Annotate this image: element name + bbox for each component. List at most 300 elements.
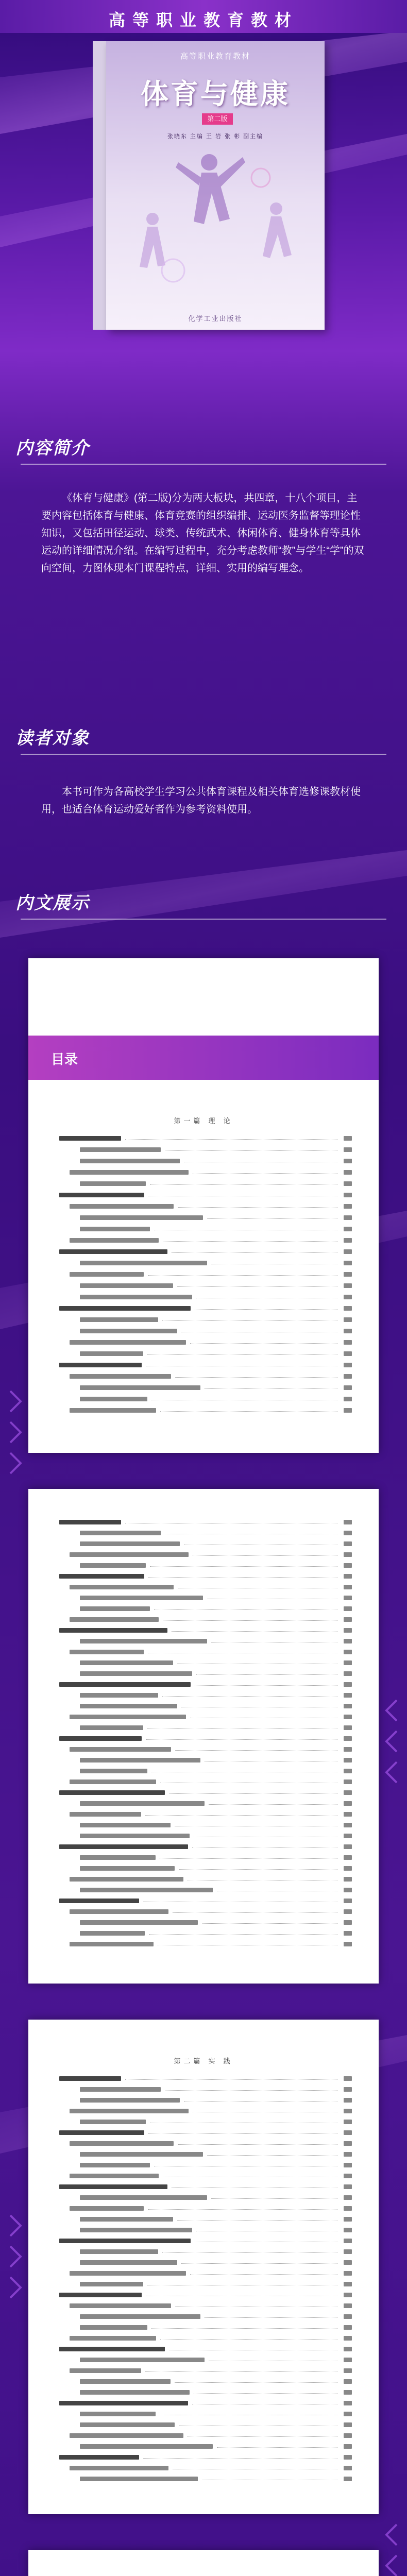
toc-leader xyxy=(162,1696,337,1697)
toc-page-number xyxy=(344,1834,352,1838)
toc-leader xyxy=(178,1207,337,1208)
toc-entry-text xyxy=(80,1261,207,1265)
toc-entry-text xyxy=(80,2314,200,2319)
cover-edition: 第二版 xyxy=(202,113,233,125)
toc-page-number xyxy=(344,1725,352,1730)
toc-leader xyxy=(148,1196,337,1197)
toc-leader xyxy=(150,1184,337,1185)
toc-leader xyxy=(162,1320,337,1321)
toc-page-number xyxy=(344,2098,352,2103)
toc-entry-text xyxy=(59,1520,121,1524)
toc-leader xyxy=(192,1848,337,1849)
toc-entry-text xyxy=(70,1617,159,1622)
toc-page-number xyxy=(344,1931,352,1936)
toc-page-number xyxy=(344,2184,352,2189)
toc-entry-text xyxy=(59,1363,142,1367)
toc-entry-text xyxy=(59,2239,191,2243)
toc-leader xyxy=(196,1674,337,1675)
toc-entry-text xyxy=(80,2249,158,2254)
toc-leader xyxy=(151,1772,337,1773)
toc-page-number xyxy=(344,1660,352,1665)
toc-entry-text xyxy=(59,1628,167,1633)
toc-entry-text xyxy=(80,2228,192,2232)
toc-leader xyxy=(147,1728,337,1730)
toc-page-number xyxy=(344,1715,352,1719)
toc-page-number xyxy=(344,2239,352,2243)
toc-page-number xyxy=(344,2314,352,2319)
cover-publisher: 化学工业出版社 xyxy=(188,315,243,323)
toc-page-number xyxy=(344,1617,352,1622)
toc-page-number xyxy=(344,1520,352,1524)
toc-page-number xyxy=(344,1541,352,1546)
toc-page-number xyxy=(344,2336,352,2341)
toc-leader xyxy=(175,2382,337,2383)
toc-entry-text xyxy=(70,1272,144,1277)
toc-banner xyxy=(28,1036,379,1080)
toc-leader xyxy=(177,2220,337,2221)
toc-page-number xyxy=(344,2206,352,2211)
part-heading: 第二篇 实 践 xyxy=(174,2058,233,2065)
toc-leader xyxy=(148,1653,337,1654)
cover-series: 高等职业教育教材 xyxy=(180,52,250,61)
toc-page-number xyxy=(344,1758,352,1762)
toc-entry-text xyxy=(80,1823,171,1827)
toc-entry-text xyxy=(80,1693,158,1698)
toc-entry-text xyxy=(59,1574,144,1579)
toc-page-number xyxy=(344,1866,352,1871)
toc-leader xyxy=(178,2144,337,2145)
toc-entry-text xyxy=(70,2303,171,2308)
toc-entry-text xyxy=(80,2195,207,2200)
toc-leader xyxy=(150,1566,337,1567)
audience-text xyxy=(41,783,366,818)
toc-entry-text xyxy=(80,1181,146,1186)
toc-entry-text xyxy=(80,2163,150,2167)
toc-entry-text xyxy=(80,1855,156,1860)
toc-entry-text xyxy=(59,1193,144,1197)
toc-leader xyxy=(148,2133,337,2134)
toc-page-number xyxy=(344,1671,352,1676)
toc-page-number xyxy=(344,1363,352,1367)
toc-entry-text xyxy=(80,2260,177,2265)
part-heading: 第一篇 理 论 xyxy=(174,1117,233,1125)
toc-leader xyxy=(181,2263,337,2264)
athletes-illustration xyxy=(106,142,325,307)
book-spine xyxy=(93,41,106,330)
toc-page-number xyxy=(344,1574,352,1579)
toc-page-number xyxy=(344,1812,352,1817)
toc-leader xyxy=(173,1912,337,1913)
toc-leader xyxy=(207,1599,337,1600)
toc-entry-text xyxy=(70,1340,186,1345)
toc-page-number xyxy=(344,1272,352,1277)
toc-page-number xyxy=(344,1385,352,1390)
toc-entry-text xyxy=(80,1725,143,1730)
toc-leader xyxy=(194,2393,337,2394)
toc-page-number xyxy=(344,1531,352,1535)
toc-page-number xyxy=(344,2455,352,2460)
preview-heading: 内文展示 xyxy=(15,893,90,913)
toc-entry-text xyxy=(80,1295,192,1299)
toc-page-number xyxy=(344,1899,352,1903)
toc-page-number xyxy=(344,1283,352,1288)
toc-entry-text xyxy=(80,1660,173,1665)
toc-entry-text xyxy=(80,1227,150,1231)
toc-leader xyxy=(169,1793,337,1794)
cover-authors: 张晓东 主编 王 岩 张 彬 副主编 xyxy=(167,133,264,140)
toc-leader xyxy=(148,1577,337,1578)
toc-page-number xyxy=(344,1780,352,1784)
book-front xyxy=(106,41,325,330)
toc-page-number xyxy=(344,1397,352,1401)
toc-leader xyxy=(190,2274,337,2275)
toc-leader xyxy=(163,1241,337,1242)
toc-page-number xyxy=(344,1769,352,1773)
toc-leader xyxy=(207,1218,337,1219)
toc-entry-text xyxy=(59,2076,121,2081)
toc-page-number xyxy=(344,2152,352,2157)
toc-entry-text xyxy=(70,2141,174,2146)
toc-page-number xyxy=(344,1159,352,1163)
toc-entry-text xyxy=(80,1385,200,1390)
toc-leader xyxy=(211,1642,337,1643)
toc-entry-text xyxy=(80,2152,203,2157)
toc-entry-text xyxy=(80,1606,150,1611)
toc-page-number xyxy=(344,1136,352,1141)
toc-entry-text xyxy=(59,2455,139,2460)
toc-entry-text xyxy=(70,1780,156,1784)
toc-page-number xyxy=(344,2195,352,2200)
toc-leader xyxy=(190,1343,337,1344)
toc-page-number xyxy=(344,2379,352,2384)
toc-leader xyxy=(195,1309,337,1310)
toc-page-number xyxy=(344,2422,352,2427)
toc-entry-text xyxy=(80,1920,198,1925)
toc-entry-text xyxy=(70,1552,189,1557)
toc-leader xyxy=(147,1354,337,1355)
toc-page-number xyxy=(344,1790,352,1795)
toc-entry-text xyxy=(80,1397,147,1401)
toc-entry-text xyxy=(80,1769,147,1773)
toc-leader xyxy=(178,1588,337,1589)
toc-page-number xyxy=(344,1736,352,1741)
toc-leader xyxy=(148,1275,337,1276)
toc-entry-text xyxy=(80,2422,175,2427)
toc-page-number xyxy=(344,1920,352,1925)
toc-leader xyxy=(150,2123,337,2124)
toc-entry-text xyxy=(80,1329,177,1333)
toc-leader xyxy=(145,1815,337,1816)
cover-title: 体育与健康 xyxy=(141,77,290,110)
toc-entry-text xyxy=(59,1306,191,1311)
toc-page-number xyxy=(344,1877,352,1882)
toc-leader xyxy=(188,2436,337,2437)
toc-page-number xyxy=(344,1215,352,1220)
toc-leader xyxy=(175,1377,337,1378)
toc-leader xyxy=(211,2198,337,2199)
toc-page-number xyxy=(344,1844,352,1849)
toc-leader xyxy=(151,1400,337,1401)
toc-page-number xyxy=(344,1801,352,1806)
toc-page-number xyxy=(344,2163,352,2167)
toc-entry-text xyxy=(59,1899,139,1903)
toc-page-number xyxy=(344,1408,352,1413)
toc-leader xyxy=(202,1923,337,1924)
toc-page-number xyxy=(344,2390,352,2395)
toc-leader xyxy=(205,2317,337,2318)
toc-page-number xyxy=(344,1888,352,1892)
toc-entry-text xyxy=(80,2390,190,2395)
toc-entry-text xyxy=(80,1758,200,1762)
toc-entry-text xyxy=(59,1249,167,1254)
toc-entry-text xyxy=(70,1909,168,1914)
preview-page-toc-4 xyxy=(28,2550,379,2576)
intro-heading: 内容简介 xyxy=(15,438,90,459)
toc-page-number xyxy=(344,1170,352,1175)
toc-leader xyxy=(146,1366,337,1367)
toc-leader xyxy=(193,1173,337,1174)
toc-page-number xyxy=(344,2401,352,2405)
toc-leader xyxy=(158,1945,337,1946)
toc-leader xyxy=(181,1707,337,1708)
audience-rule xyxy=(21,754,386,755)
toc-leader xyxy=(148,2209,337,2210)
preview-page-toc-1 xyxy=(28,958,379,1453)
toc-page-number xyxy=(344,1193,352,1197)
toc-entry-text xyxy=(59,2184,167,2189)
toc-page-number xyxy=(344,1227,352,1231)
toc-leader xyxy=(196,1298,337,1299)
toc-entry-text xyxy=(70,1238,159,1243)
toc-entry-text xyxy=(59,1844,188,1849)
toc-page-number xyxy=(344,1650,352,1654)
toc-entry-text xyxy=(80,1834,190,1838)
toc-leader xyxy=(184,1162,337,1163)
toc-page-number xyxy=(344,2141,352,2146)
toc-page-number xyxy=(344,2249,352,2254)
toc-page-number xyxy=(344,1682,352,1687)
toc-leader xyxy=(125,2079,337,2080)
toc-leader xyxy=(165,2090,337,2091)
toc-leader xyxy=(154,1230,337,1231)
toc-page-number xyxy=(344,1261,352,1265)
toc-leader xyxy=(193,2112,337,2113)
toc-leader xyxy=(172,1252,337,1253)
toc-leader xyxy=(184,1545,337,1546)
toc-entry-text xyxy=(80,1541,180,1546)
toc-page-number xyxy=(344,2368,352,2373)
toc-leader xyxy=(184,2101,337,2102)
toc-page-number xyxy=(344,1295,352,1299)
toc-entry-text xyxy=(80,1159,180,1163)
toc-leader xyxy=(217,2447,337,2448)
toc-leader xyxy=(165,1150,337,1151)
toc-leader xyxy=(125,1523,337,1524)
toc-leader xyxy=(177,1286,337,1287)
toc-entry-text xyxy=(70,2336,156,2341)
toc-page-number xyxy=(344,2477,352,2481)
toc-leader xyxy=(209,1804,337,1805)
toc-leader xyxy=(169,2350,337,2351)
toc-leader xyxy=(202,2480,337,2481)
toc-leader xyxy=(205,1388,337,1389)
toc-page-number xyxy=(344,2412,352,2416)
toc-page-number xyxy=(344,2433,352,2438)
toc-page-number xyxy=(344,1340,352,1345)
toc-entry-text xyxy=(80,1351,143,1356)
toc-entry-text xyxy=(70,1650,144,1654)
toc-leader xyxy=(207,2155,337,2156)
toc-page-number xyxy=(344,2347,352,2351)
book-cover-image xyxy=(93,41,325,330)
toc-leader xyxy=(175,2307,337,2308)
toc-entry-text xyxy=(70,2109,189,2113)
toc-page-number xyxy=(344,2120,352,2124)
toc-leader xyxy=(175,1826,337,1827)
toc-entry-text xyxy=(59,2130,144,2135)
toc-leader xyxy=(192,2404,337,2405)
toc-leader xyxy=(188,1880,337,1881)
toc-entry-text xyxy=(80,2412,156,2416)
toc-page-number xyxy=(344,1704,352,1708)
toc-page-number xyxy=(344,1317,352,1322)
toc-entry-text xyxy=(59,1790,165,1795)
toc-page-number xyxy=(344,2358,352,2362)
toc-leader xyxy=(160,1783,337,1784)
toc-entry-text xyxy=(59,2293,142,2297)
toc-leader xyxy=(154,2166,337,2167)
toc-page-number xyxy=(344,1181,352,1186)
toc-page-number xyxy=(344,2325,352,2330)
toc-leader xyxy=(181,1332,337,1333)
toc-page-number xyxy=(344,1942,352,1946)
toc-entry-text xyxy=(80,2282,143,2286)
toc-entry-text xyxy=(70,2368,141,2373)
toc-leader xyxy=(163,2177,337,2178)
toc-entry-text xyxy=(80,1801,205,1806)
toc-page-number xyxy=(344,1585,352,1589)
toc-leader xyxy=(211,1264,337,1265)
toc-leader xyxy=(179,1869,337,1870)
toc-leader xyxy=(146,1739,337,1740)
toc-entry-text xyxy=(70,1204,174,1209)
toc-leader xyxy=(190,1718,337,1719)
toc-entry-text xyxy=(70,2206,144,2211)
toc-page-number xyxy=(344,1606,352,1611)
toc-entry-text xyxy=(70,1374,171,1379)
toc-entry-text xyxy=(80,1563,146,1568)
toc-entry-text xyxy=(70,2466,168,2470)
toc-entry-text xyxy=(80,2217,173,2222)
toc-leader xyxy=(195,1685,337,1686)
toc-page-number xyxy=(344,2087,352,2092)
toc-leader xyxy=(205,1761,337,1762)
toc-entry-text xyxy=(70,1747,171,1752)
toc-entry-text xyxy=(80,2325,147,2330)
toc-leader xyxy=(196,2231,337,2232)
toc-leader xyxy=(147,2285,337,2286)
toc-entry-text xyxy=(70,1715,186,1719)
toc-leader xyxy=(175,1750,337,1751)
toc-leader xyxy=(173,2469,337,2470)
toc-page-number xyxy=(344,1747,352,1752)
toc-entry-text xyxy=(80,2358,205,2362)
toc-leader xyxy=(217,1891,337,1892)
toc-leader xyxy=(154,1609,337,1611)
toc-leader xyxy=(160,1858,337,1859)
toc-page-number xyxy=(344,1563,352,1568)
toc-page-number xyxy=(344,2217,352,2222)
toc-page-number xyxy=(344,1204,352,1209)
toc-entry-text xyxy=(80,1888,213,1892)
toc-page-number xyxy=(344,1909,352,1914)
preview-page-toc-2 xyxy=(28,1489,379,1984)
toc-entry-text xyxy=(80,1283,173,1288)
toc-page-number xyxy=(344,2076,352,2081)
toc-entry-text xyxy=(70,1942,154,1946)
toc-leader xyxy=(177,1664,337,1665)
toc-entry-text xyxy=(80,1317,158,1322)
audience-heading: 读者对象 xyxy=(15,728,90,749)
toc-entry-text xyxy=(80,1704,177,1708)
toc-page-number xyxy=(344,1238,352,1243)
toc-leader xyxy=(151,2328,337,2329)
toc-entry-text xyxy=(80,1671,192,1676)
toc-page-number xyxy=(344,2130,352,2135)
toc-entry-text xyxy=(80,1639,207,1643)
toc-leader xyxy=(146,2296,337,2297)
toc-leader xyxy=(179,2426,337,2427)
toc-leader xyxy=(143,1902,337,1903)
toc-entry-text xyxy=(70,2174,159,2178)
toc-page-number xyxy=(344,2271,352,2276)
toc-page-number xyxy=(344,2444,352,2449)
toc-leader xyxy=(162,2252,337,2253)
toc-entry-text xyxy=(80,2477,198,2481)
toc-page-number xyxy=(344,1351,352,1356)
toc-page-number xyxy=(344,1147,352,1152)
toc-entry-text xyxy=(80,1596,203,1600)
toc-page-number xyxy=(344,2293,352,2297)
toc-entry-text xyxy=(70,1585,174,1589)
toc-entry-text xyxy=(59,1136,121,1141)
toc-leader xyxy=(172,2188,337,2189)
toc-entry-text xyxy=(80,2098,180,2103)
intro-paragraph: 《体育与健康》(第二版)分为两大板块，共四章，十八个项目，主要内容包括体育与健康、体育竞赛的组织编排、运动医务监督等理论性知识，又包括田径运动、球类、传统武术、休闲体育、健身体育等具体运动的详细情况介绍。在编写过程中，充分考虑教师“教”与学生“学”的双向空间，力图体现本门课程特点，详细、实用的编写理念。 xyxy=(41,493,364,574)
toc-leader xyxy=(172,1631,337,1632)
toc-leader xyxy=(145,2371,337,2372)
toc-entry-text xyxy=(80,1931,145,1936)
toc-entry-text xyxy=(80,1215,203,1220)
toc-page-number xyxy=(344,1552,352,1557)
toc-entry-text xyxy=(80,2379,171,2384)
toc-page-number xyxy=(344,2109,352,2113)
toc-entry-text xyxy=(59,1736,142,1741)
toc-leader xyxy=(143,2458,337,2459)
toc-page-number xyxy=(344,1823,352,1827)
toc-entry-text xyxy=(80,2087,161,2092)
toc-entry-text xyxy=(59,2401,188,2405)
toc-leader xyxy=(194,1837,337,1838)
toc-label: 目录 xyxy=(51,1052,78,1067)
toc-entry-text xyxy=(80,2444,213,2449)
toc-leader xyxy=(160,1411,337,1412)
toc-leader xyxy=(160,2415,337,2416)
preview-rule xyxy=(21,919,386,920)
toc-page-number xyxy=(344,1639,352,1643)
toc-entry-text xyxy=(59,2347,165,2351)
toc-entry-text xyxy=(80,1866,175,1871)
